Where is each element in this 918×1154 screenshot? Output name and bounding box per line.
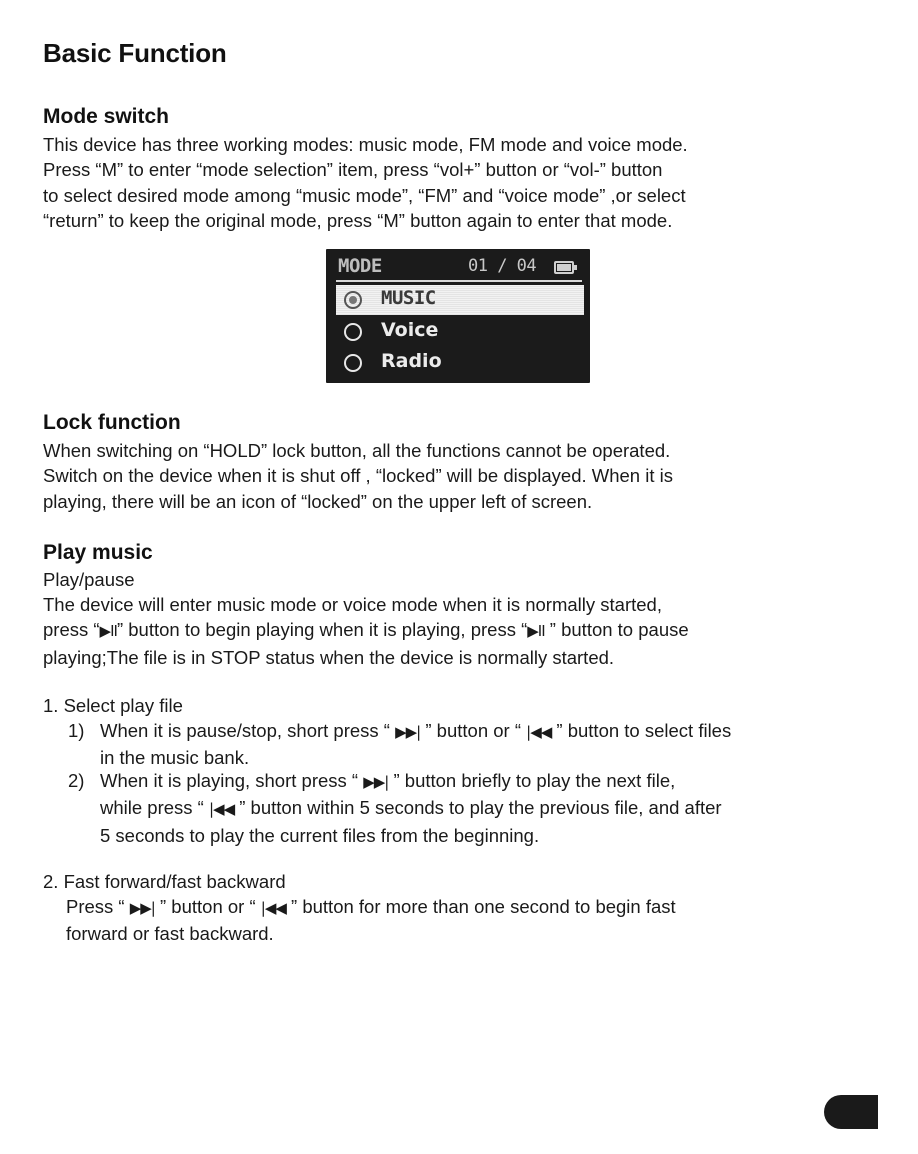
select-file-heading: 1. Select play file (43, 695, 183, 716)
lock-function-text (43, 438, 873, 514)
mode-option-label: Voice (381, 319, 439, 341)
screen-counter: 01 / 04 (468, 256, 537, 276)
play-pause-text (43, 592, 873, 670)
paragraph-line: playing;The file is in STOP status when the device is normally started. (43, 646, 615, 668)
list-item: When it is playing, short press “ ▶▶| ” button briefly to play the next file, while press “ |◀◀ ” button within 5 seconds to play the previous file, and after 5 seconds to play the current files from the beginning. (100, 770, 722, 846)
mode-option-label: Radio (381, 350, 442, 372)
list-item: When it is pause/stop, short press “ ▶▶| ” button or “ |◀◀ ” button to select files in the music bank. (100, 720, 732, 769)
mode-option-label: MUSIC (381, 287, 436, 309)
previous-icon: |◀◀ (260, 899, 286, 917)
mode-selection-screen (326, 249, 590, 383)
play-pause-subheading: Play/pause (43, 569, 135, 590)
paragraph-line: This device has three working modes: music mode, FM mode and voice mode. (43, 134, 688, 155)
mode-switch-text (43, 132, 873, 233)
previous-icon: |◀◀ (526, 723, 552, 741)
paragraph-line: Press “M” to enter “mode selection” item, press “vol+” button or “vol-” button (43, 159, 663, 181)
paragraph-line: playing, there will be an icon of “locked” on the upper left of screen. (43, 490, 593, 512)
next-icon: ▶▶| (395, 723, 421, 741)
fast-forward-text: Press “ ▶▶| ” button or “ |◀◀ ” button for more than one second to begin fast forward or fast backward. (66, 896, 676, 945)
mode-option-voice (336, 317, 584, 347)
radio-empty-icon (344, 354, 362, 372)
battery-icon (554, 261, 574, 274)
page-title: Basic Function (43, 38, 227, 68)
paragraph-line: “return” to keep the original mode, press “M” button again to enter that mode. (43, 209, 673, 231)
next-icon: ▶▶| (129, 899, 155, 917)
list-number: 1) (68, 720, 85, 741)
previous-icon: |◀◀ (208, 800, 235, 819)
play-music-heading: Play music (43, 541, 153, 564)
next-icon: ▶▶| (363, 773, 389, 791)
paragraph-line: When switching on “HOLD” lock button, all the functions cannot be operated. (43, 440, 671, 461)
radio-selected-icon (344, 291, 362, 309)
mode-option-music (336, 285, 584, 315)
paragraph-line: to select desired mode among “music mode”, “FM” and “voice mode” ,or select (43, 184, 686, 206)
list-number: 2) (68, 770, 85, 791)
fast-forward-heading: 2. Fast forward/fast backward (43, 871, 286, 892)
paragraph-line: Switch on the device when it is shut off , “locked” will be displayed. When it is (43, 465, 673, 487)
play-pause-icon: ▶II (527, 622, 545, 641)
screen-divider (336, 280, 582, 282)
mode-option-radio (336, 348, 584, 378)
paragraph-line: press “▶II” button to begin playing when it is playing, press “▶II ” button to pause (43, 619, 689, 641)
page-tab-marker (824, 1095, 878, 1129)
play-pause-icon: ▶II (99, 622, 117, 641)
mode-switch-heading: Mode switch (43, 105, 170, 128)
radio-empty-icon (344, 323, 362, 341)
screen-title: MODE (338, 255, 382, 277)
lock-function-heading: Lock function (43, 411, 181, 434)
paragraph-line: The device will enter music mode or voice mode when it is normally started, (43, 594, 662, 615)
